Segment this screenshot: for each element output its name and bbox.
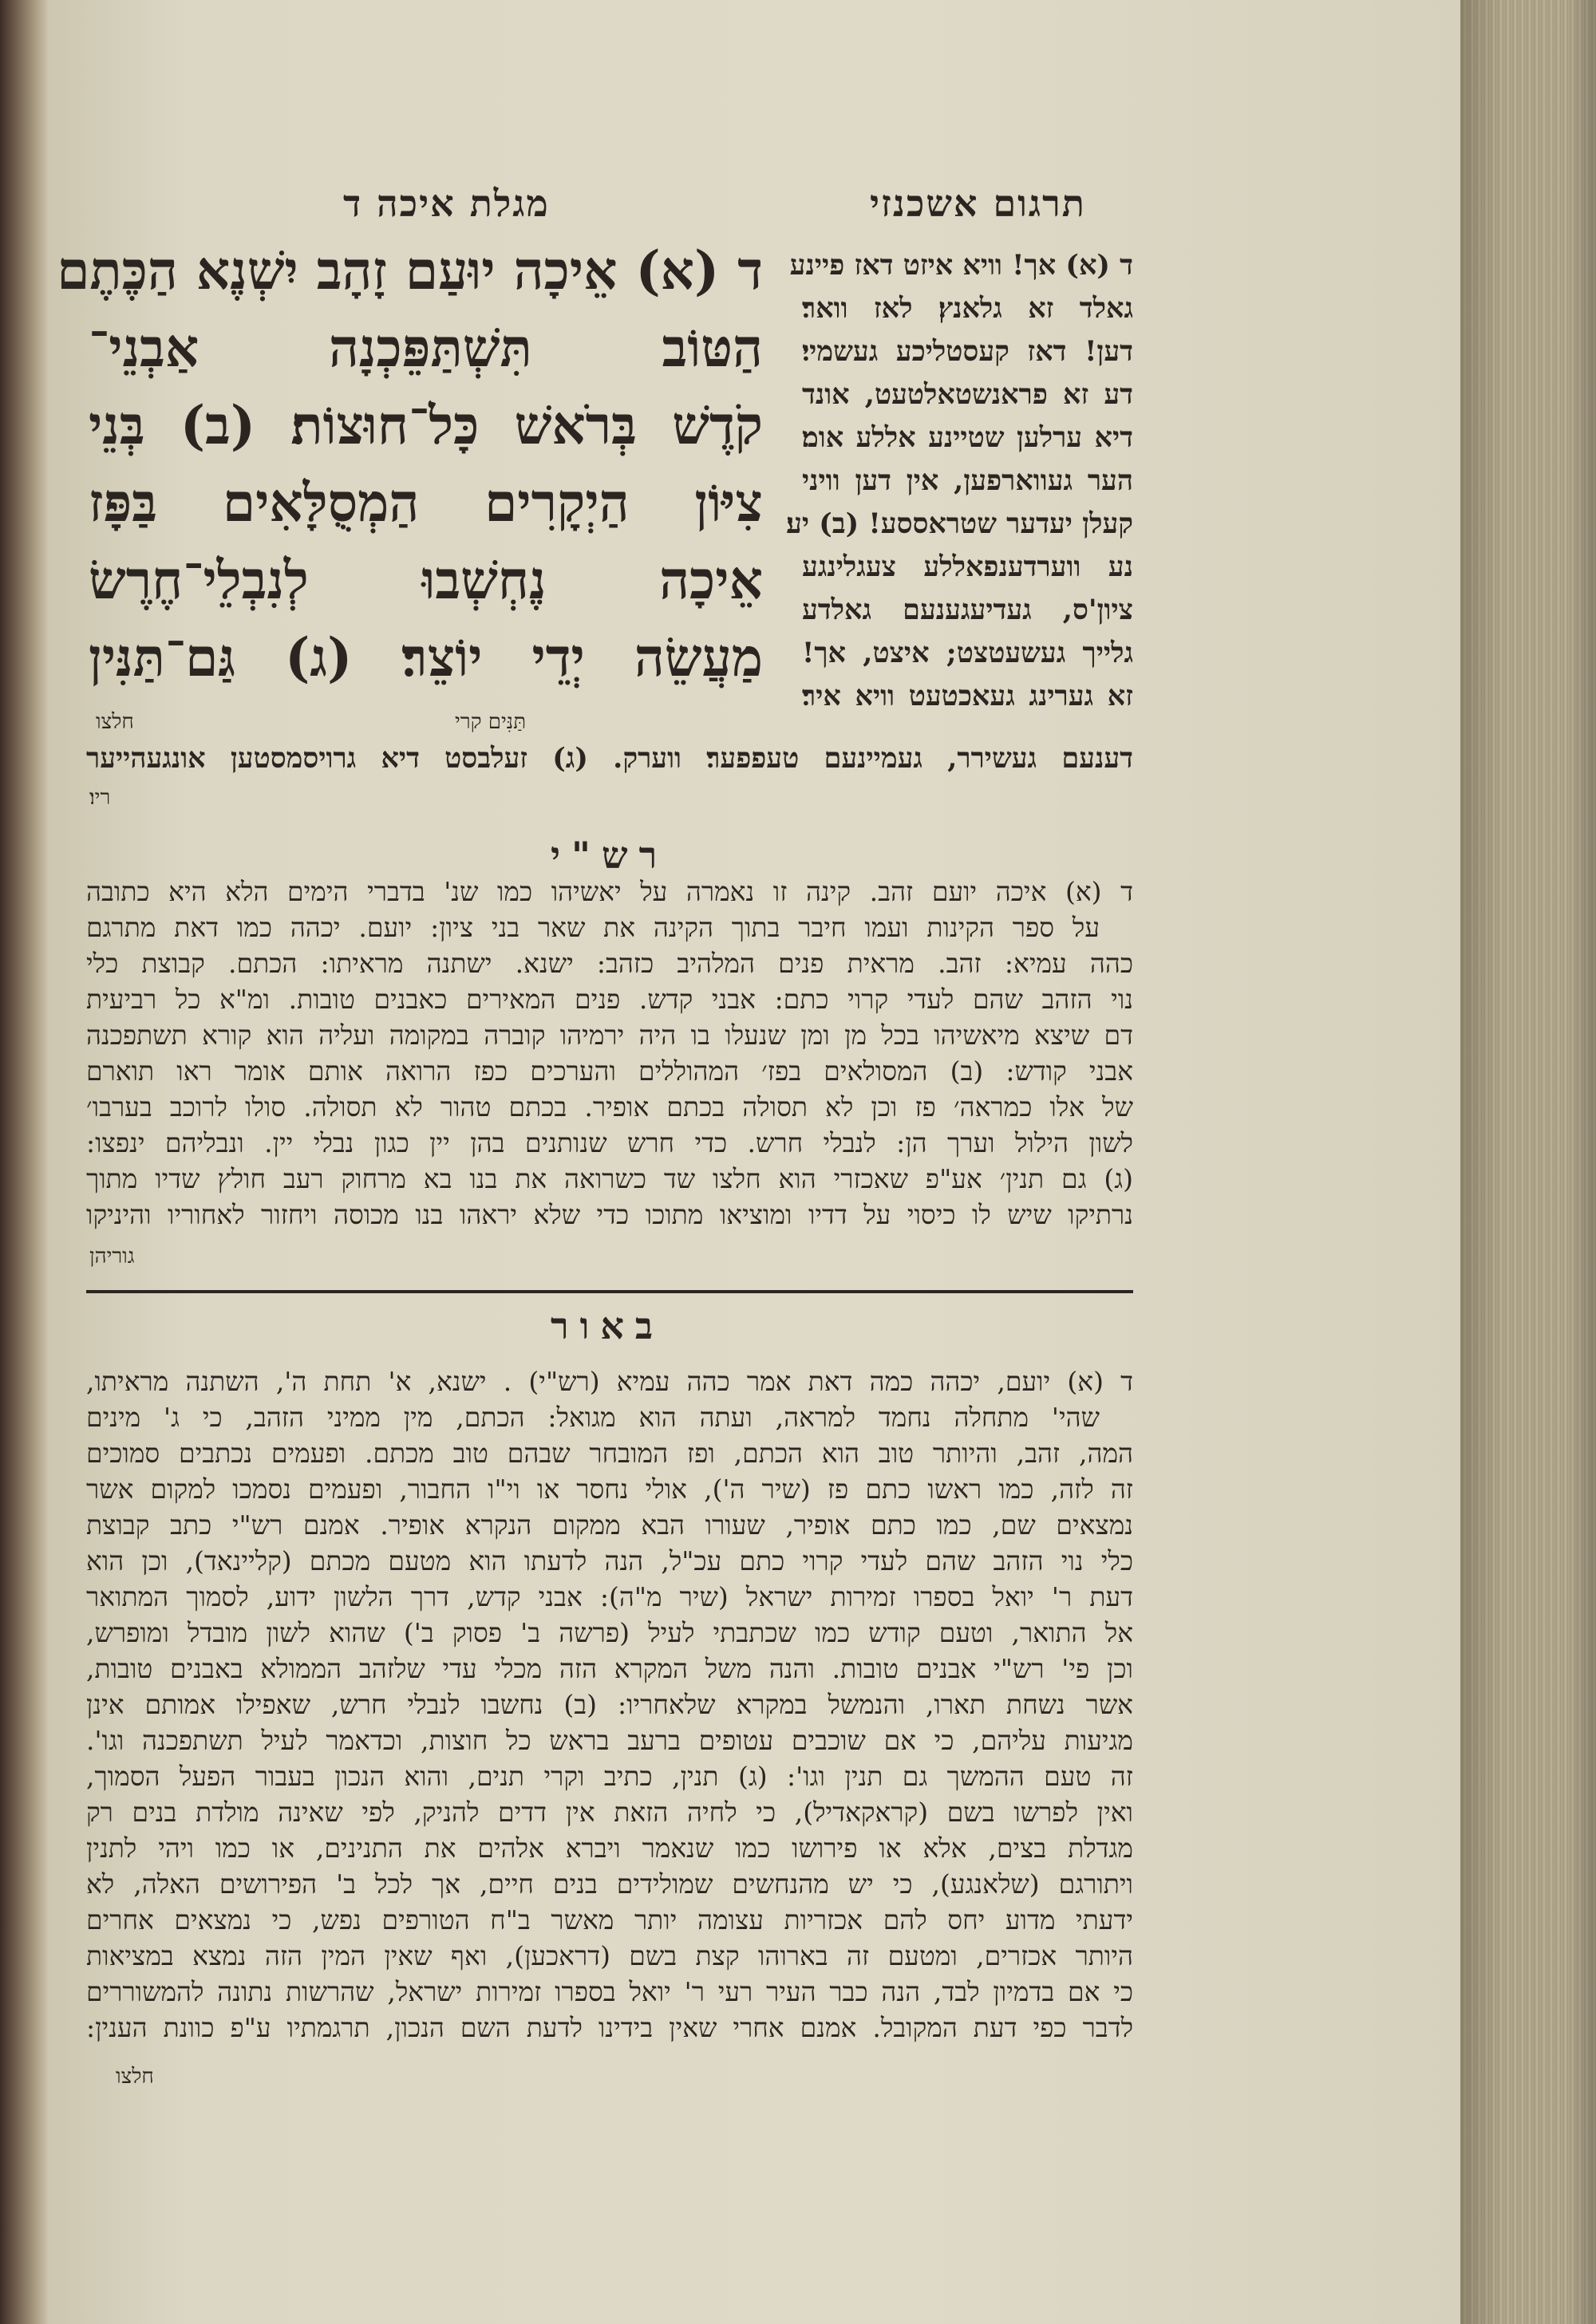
- targum-full-line: דענעם געשירר, געמיינעם טעפפער׃ ווערק. (ג) זעלבסט דיא גרויסמסטען אונגעהייער: [86, 742, 1133, 775]
- catchword: חלצו: [116, 2065, 154, 2089]
- book-binding: [0, 0, 49, 2324]
- targum-line: ד (א) אך! וויא איזט דאז פיינע: [789, 249, 1133, 282]
- section-divider: [86, 1290, 1133, 1293]
- rashi-line: נוי הזהב שהם לעדי קרוי כתם: אבני קדש. פנים המאירים כאבנים טובות. ומ"א כל רביעית: [86, 984, 1133, 1015]
- verse-line: אֵיכָה נֶחְשְׁבוּ לְנִבְלֵי־חֶרֶשׂ: [89, 549, 763, 611]
- targum-line: דע זא פראנשטאלטעט, אונד: [802, 378, 1133, 411]
- biur-line: שהי' מתחלה נחמד למראה, ועתה הוא מגואל: הכתם, מין ממיני הזהב, כי ג' מינים: [86, 1402, 1100, 1433]
- targum-line: גלייך געשעטצט; איצט, אך!: [802, 637, 1133, 669]
- rashi-line: נרתיקו שיש לו כיסוי על דדיו ומוציאו מתוכו כדי שלא יראהו בנו מכוסה ויחזור לאחוריו והיניקו: [86, 1199, 1133, 1230]
- targum-line: זא גערינג געאכטעט וויא איר׃: [802, 680, 1133, 712]
- biur-line: המה, זהב, והיותר טוב הוא הכתם, ופז המובחר שבהם טוב מכתם. ופעמים נכתבים סמוכים: [86, 1438, 1133, 1469]
- biur-line: נמצאים שם, כמו כתם אופיר, שעורו הבא ממקום הנקרא אופיר. אמנם רש"י כתב קבוצת: [86, 1509, 1133, 1541]
- targum-line: דיא ערלען שטיינע אללע אומ׃: [802, 421, 1133, 454]
- catchword: חלצו: [96, 710, 134, 734]
- biur-line: ויתורגם (שלאנגע), כי יש מהנחשים שמולידים בנים חיים, אך לכל ב' הפירושים האלה, לא: [86, 1868, 1133, 1900]
- biur-line: לדבר כפי דעת המקובל. אמנם אחרי שאין בידינו לדעת השם הנכון, תרגמתיו ע"פ כוונת הענין:: [86, 2012, 1133, 2043]
- header-translation-title: תרגום אשכנזי: [870, 182, 1086, 225]
- biur-line: ידעתי מדוע יחס להם אכזריות עצומה יותר מאשר ב"ח הטורפים נפש, כי נמצאים אחרים: [86, 1904, 1133, 1935]
- catchword: ריו׃: [89, 786, 111, 810]
- rashi-line: לשון הילול וערך הן: לנבלי חרש. כדי חרש שנותנים בהן יין כגון נבלי יין. ונבליהם ינפצו:: [86, 1127, 1133, 1158]
- biur-line: אשר נשחת תארו, והנמשל במקרא שלאחריו: (ב) נחשבו לנבלי חרש, שאפילו אמותם אינן: [86, 1689, 1133, 1720]
- verse-line: קֹדֶשׁ בְּרֹאשׁ כָּל־חוּצוֹת׃ (ב) בְּנֵי: [89, 394, 763, 456]
- rashi-heading: רש"י: [551, 834, 669, 877]
- verse-line: מַעֲשֵׂה יְדֵי יוֹצֵר׃ (ג) גַּם־תַּנִּין: [89, 626, 763, 689]
- verse-line: הַטּוֹב תִּשְׁתַּפֵּכְנָה אַבְנֵי־: [89, 317, 763, 379]
- targum-line: דען! דאז קעסטליכע געשמיי׃: [802, 335, 1133, 368]
- rashi-line: של אלו כמראה׳ פז וכן לא תסולה בכתם אופיר. בכתם טהור לא תסולה. סולו לרוכב בערבו׳: [86, 1091, 1133, 1123]
- biur-line: זה טעם ההמשך גם תנין וגו': (ג) תנין, כתיב וקרי תנים, והוא הנכון בעבור הפעל הסמוך,: [86, 1761, 1133, 1792]
- targum-line: ציון'ס, געדיעגענעם גאלדע: [802, 594, 1133, 626]
- targum-line: גאלד זא גלאנץ׃ לאז וואר׃: [802, 292, 1133, 325]
- biur-line: ד (א) יועם, יכהה כמה דאת אמר כהה עמיא (רש"י) . ישנא, א' תחת ה', השתנה מראיתו,: [86, 1366, 1133, 1397]
- biur-line: זה לזה, כמו ראשו כתם פז (שיר ה'), אולי נחסר או וי"ו החבור, ופעמים נסמכו למקום אשר: [86, 1474, 1133, 1505]
- header-book-title: מגלת איכה ד: [343, 182, 550, 225]
- rashi-line: על ספר הקינות ועמו חיבר בתוך הקינה את שאר בני ציון: יועם. יכהה כמו דאת מתרגם: [86, 912, 1100, 943]
- biur-line: היותר אכזרים, ומטעם זה בארוהו קצת בשם (דראכען), ואף שאין המין הזה נמצא במציאות: [86, 1940, 1133, 1971]
- biur-line: כי אם בדמיון לבד, הנה כבר העיר רעי ר' יואל בספרו זמירות ישראל, שהרשות נתונה להמשוררים: [86, 1976, 1133, 2007]
- biur-line: כלי נוי הזהב שהם לעדי קרוי כתם עכ"ל, הנה לדעתו הוא מטעם מכתם (קליינאד), וכן הוא: [86, 1545, 1133, 1576]
- verse-line: ד (א) אֵיכָה יוּעַם זָהָב יִשְׁנֶא הַכֶּתֶם: [57, 239, 763, 302]
- biur-line: ואין לפרשו בשם (קראקאדיל), כי לחיה הזאת אין דדים להניק, לפי שאינה מולדת בנים רק: [86, 1797, 1133, 1828]
- verse-line: צִיּוֹן הַיְקָרִים הַמְסֻלָּאִים בַּפָּז: [89, 472, 763, 534]
- rashi-line: ד (א) איכה יועם זהב. קינה זו נאמרה על יאשיהו כמו שנ' בדברי הימים הלא היא כתובה: [86, 876, 1133, 907]
- biur-line: דעת ר' יואל בספרו זמירות ישראל (שיר מ"ה): אבני קדש, דרך הלשון ידוע, לסמוך המתואר: [86, 1581, 1133, 1612]
- targum-line: נע ווערדענפאללע צעגלינגע: [802, 550, 1133, 583]
- rashi-line: אבני קודש: (ב) המסולאים בפז׳ המהוללים והערכים כפז הרואה אותם אומר ראו תוארם: [86, 1055, 1133, 1087]
- targum-line: קעלן יעדער שטראססע! (ב) יע׃: [786, 507, 1133, 540]
- biur-line: מגדלת בצים, אלא או פירושו כמו שנאמר ויברא אלהים את התנינים, או כמו ויהי לתנין: [86, 1833, 1133, 1864]
- rashi-line: דם שיצא מיאשיהו בכל מן ומן שנעלו בו היה ירמיהו קוברה במקומה ועליה הוא קורא תשתפכנה: [86, 1020, 1133, 1051]
- biur-line: וכן פי' רש"י אבנים טובות. והנה משל המקרא הזה מכלי עדי שלזהב הממולא באבנים טובות,: [86, 1653, 1133, 1684]
- catchword: גוריהן: [89, 1245, 135, 1269]
- targum-line: הער געווארפען, אין דען וויני: [802, 464, 1133, 497]
- biur-line: מגיעות עליהם, כי אם שוכבים עטופים ברעב בראש כל חוצות, וכדאמר לעיל תשתפכנה וגו'.: [86, 1725, 1133, 1756]
- page-block-edge: [1460, 0, 1596, 2324]
- rashi-line: (ג) גם תנין׳ אע"פ שאכזרי הוא חלצו שד כשרואה את בנו בא מרחוק רעב חולץ שדיו מתוך: [86, 1163, 1133, 1194]
- biur-line: אל התואר, וטעם קודש כמו שכתבתי לעיל (פרשה ב' פסוק ב') שהוא לשון מובדל ומופרש,: [86, 1617, 1133, 1648]
- keri-note: תַּנִּים קרי: [455, 710, 527, 734]
- rashi-line: כהה עמיא: זהב. מראית פנים המלהיב כזהב: ישנא. ישתנה מראיתו: הכתם. קבוצת כלי: [86, 948, 1133, 979]
- biur-heading: באור: [551, 1304, 665, 1347]
